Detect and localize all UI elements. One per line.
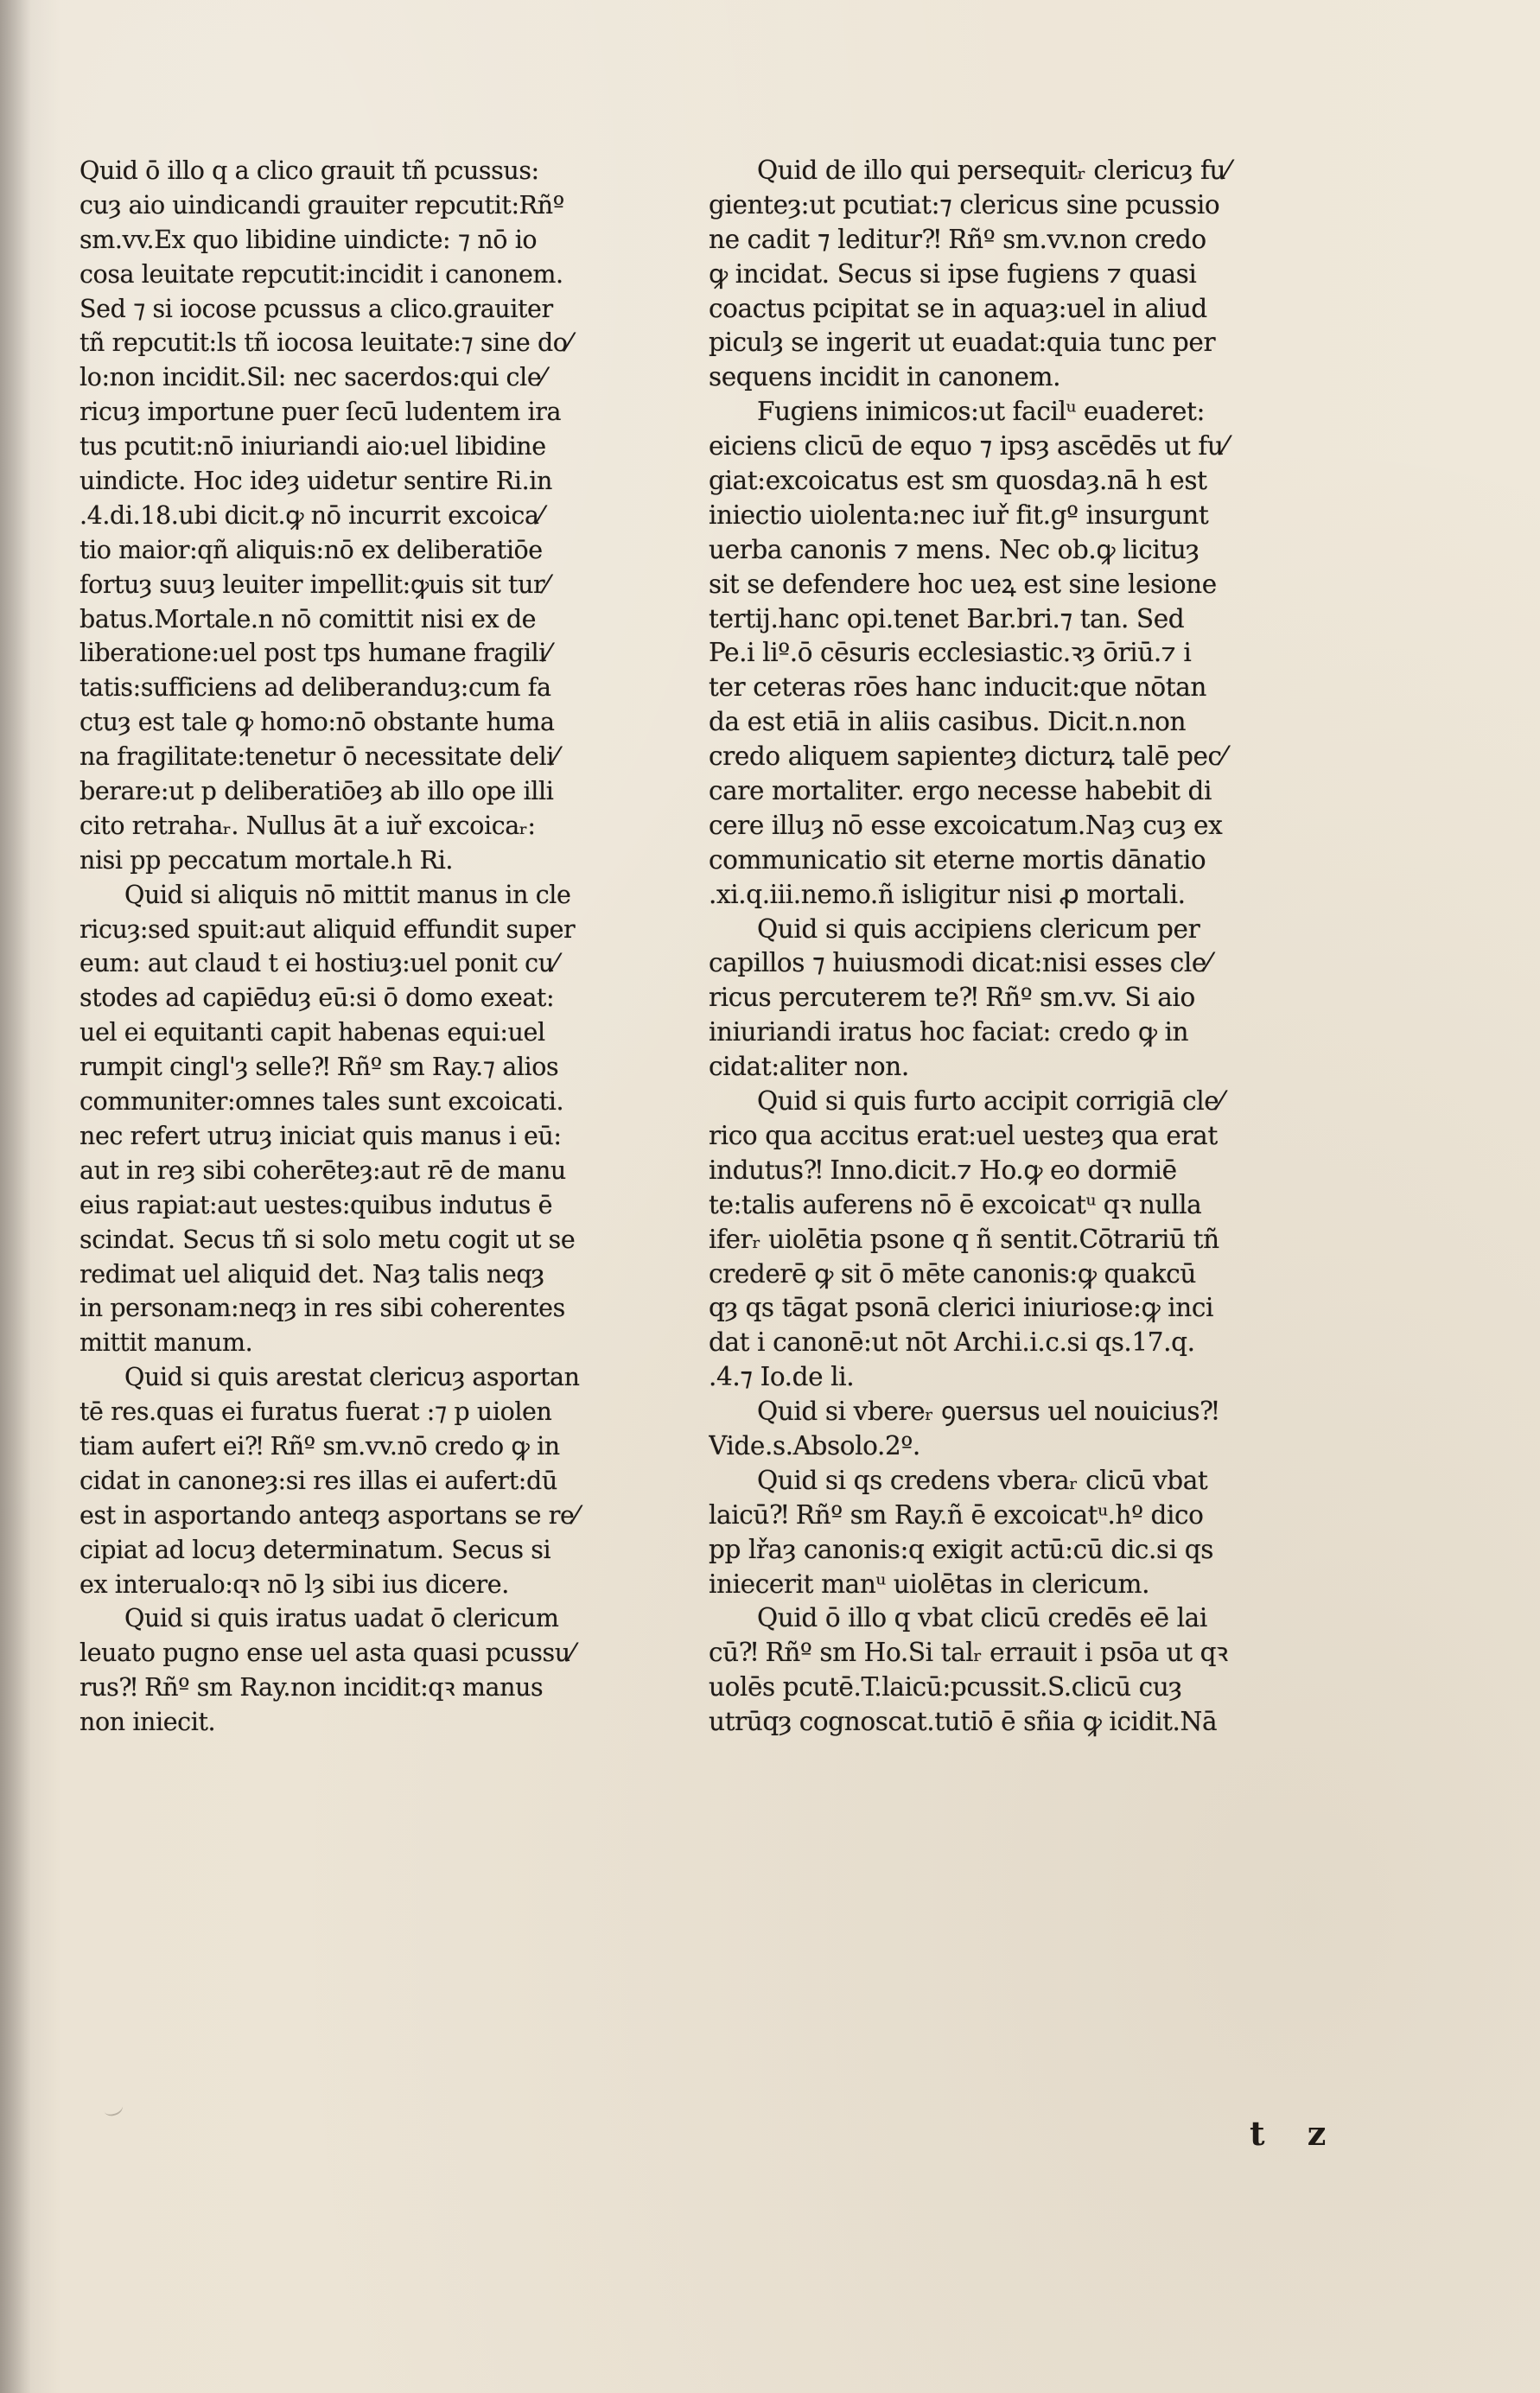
text-line: leuato pugno ense uel asta quasi pcussu⁄ [80,1639,575,1668]
text-line: redimat uel aliquid det. Naȝ talis neqȝ [80,1259,544,1289]
text-line: nisi pp peccatum mortale.h Ri. [80,845,454,875]
text-line: uolēs pcutē.T.laicū:pcussit.S.clicū cuȝ [709,1672,1182,1702]
right-text-column [709,154,1365,1740]
text-line: communiter:omnes tales sunt excoicati. [80,1087,564,1117]
text-line: cū⁈ Rñº sm Ho.Si talᵣ errauit i psōa ut qꝛ [709,1638,1228,1668]
text-line: scindat. Secus tñ si solo metu cogit ut se [80,1225,576,1254]
text-line: iferᵣ uiolētia psone q ñ sentit.Cōtrariū tñ [709,1224,1219,1254]
text-line: iniectio uiolenta:nec iuř fit.gº insurgunt [709,500,1209,530]
text-line: crederē ꝙ sit ō mēte canonis:ꝙ quakcū [709,1258,1196,1289]
text-line: liberatione:uel post tps humane fragili⁄ [80,639,550,668]
text-line: berare:ut p deliberatiōeȝ ab illo ope illi [80,777,554,806]
text-line: credo aliquem sapienteȝ dicturꝝ talē pec⁄ [709,741,1226,772]
text-line: Pe.i liº.ō cēsuris ecclesiastic.ꝛȝ ōriū.⁊ i [709,638,1192,668]
text-line: sequens incidit in canonem. [709,362,1061,392]
text-line: dat i canonē:ut nōt Archi.i.c.si qs.17.q. [709,1327,1195,1358]
text-line: aut in reȝ sibi coherēteȝ:aut rē de manu [80,1155,566,1185]
text-line: coactus pcipitat se in aquaȝ:uel in aliud [709,293,1207,323]
text-line: Quid si aliquis nō mittit manus in cle [124,880,571,909]
text-line: tio maior:qñ aliquis:nō ex deliberatiōe [80,535,543,564]
text-line: piculȝ se ingerit ut euadat:quia tunc per [709,328,1216,358]
text-line: eiciens clicū de equo ⁊ ipsȝ ascēdēs ut fu⁄ [709,431,1228,461]
text-line: ꝙ incidat. Secus si ipse fugiens ⁊ quasi [709,258,1197,289]
text-line: uerba canonis ⁊ mens. Nec ob.ꝙ licituȝ [709,534,1200,564]
text-line: non iniecit. [80,1708,216,1737]
text-line: care mortaliter. ergo necesse habebit di [709,776,1212,806]
text-line: est in asportando anteqȝ asportans se re⁄ [80,1500,578,1530]
text-line: Fugiens inimicos:ut facilᵘ euaderet: [757,397,1206,427]
text-line: rus⁈ Rñº sm Ray.non incidit:qꝛ manus [80,1673,544,1702]
text-line: da est etiā in aliis casibus. Dicit.n.non [709,707,1187,737]
text-line: communicatio sit eterne mortis dānatio [709,844,1206,875]
text-line: cipiat ad locuȝ determinatum. Secus si [80,1535,551,1564]
text-line: nec refert utruȝ iniciat quis manus i eū: [80,1121,562,1150]
text-line: te:talis auferens nō ē excoicatᵘ qꝛ nulla [709,1189,1202,1219]
text-line: sm.vv.Ex quo libidine uindicte: ⁊ nō io [80,225,538,254]
text-line: na fragilitate:tenetur ō necessitate deli⁄ [80,742,558,772]
text-line: iniuriandi iratus hoc faciat: credo ꝙ in [709,1017,1189,1047]
text-line: cidat in canoneȝ:si res illas ei aufert:dū [80,1466,557,1495]
text-line: Quid si vbereᵣ ꝯuersus uel nouicius⁈ [757,1397,1219,1427]
left-text-column [80,154,693,1740]
text-line: ricus percuterem te⁈ Rñº sm.vv. Si aio [709,983,1195,1013]
text-line: batus.Mortale.n nō comittit nisi ex de [80,604,537,633]
text-line: tē res.quas ei furatus fuerat :⁊ p uiolen [80,1397,552,1427]
text-line: Quid ō illo q a clico grauit tñ pcussus: [80,156,539,185]
text-line: fortuȝ suuȝ leuiter impellit:ꝙuis sit tur⁄ [80,570,549,599]
text-line: cito retrahaᵣ. Nullus āt a iuř excoicaᵣ: [80,811,536,840]
text-line: ricuȝ:sed spuit:aut aliquid effundit super [80,914,576,944]
binding-gutter-shadow [0,0,31,2393]
text-line: tiam aufert ei⁈ Rñº sm.vv.nō credo ꝙ in [80,1431,560,1461]
text-line: ctuȝ est tale ꝙ homo:nō obstante huma [80,708,555,737]
text-line: capillos ⁊ huiusmodi dicat:nisi esses cle⁄ [709,948,1211,978]
text-line: Quid ō illo q vbat clicū credēs eē lai [757,1603,1207,1633]
text-line: uel ei equitanti capit habenas equi:uel [80,1018,545,1047]
text-line: rico qua accitus erat:uel uesteȝ qua erat [709,1120,1218,1150]
text-line: eius rapiat:aut uestes:quibus indutus ē [80,1190,553,1219]
text-line: tatis:sufficiens ad deliberanduȝ:cum fa [80,673,551,703]
text-line: uindicte. Hoc ideȝ uidetur sentire Ri.in [80,467,552,496]
text-line: eum: aut claud t ei hostiuȝ:uel ponit cu⁄ [80,949,558,978]
text-line: Sed ⁊ si iocose pcussus a clico.grauiter [80,294,553,323]
text-line: cidat:aliter non. [709,1052,909,1082]
text-line: .4.⁊ Io.de li. [709,1362,855,1392]
text-line: indutus⁈ Inno.dicit.⁊ Ho.ꝙ eo dormiē [709,1155,1177,1185]
text-line: .xi.q.iii.nemo.ñ isligitur nisi ꝓ mortali. [709,879,1186,909]
text-line: tertij.hanc opi.tenet Bar.bri.⁊ tan. Sed [709,603,1185,633]
text-line: Quid de illo qui persequitᵣ clericuȝ fu⁄ [757,156,1230,185]
text-line: qȝ qs tāgat psonā clerici iniuriose:ꝙ inci [709,1293,1214,1323]
text-line: .4.di.18.ubi dicit.ꝙ nō incurrit excoica⁄ [80,500,543,530]
text-line: rumpit cingl'ȝ selle⁈ Rñº sm Ray.⁊ alios [80,1053,559,1082]
text-line: pp lřaȝ canonis:q exigit actū:cū dic.si qs [709,1534,1213,1564]
text-line: iniecerit manᵘ uiolētas in clericum. [709,1569,1150,1599]
text-line: ne cadit ⁊ leditur⁈ Rñº sm.vv.non credo [709,224,1206,254]
text-line: laicū⁈ Rñº sm Ray.ñ ē excoicatᵘ.hº dico [709,1499,1204,1530]
text-line: Quid si quis accipiens clericum per [757,913,1200,944]
text-line: Quid si quis arestat clericuȝ asportan [124,1363,580,1392]
text-line: stodes ad capiēduȝ eū:si ō domo exeat: [80,983,555,1013]
text-line: ricuȝ importune puer ſecū ludentem ira [80,398,562,427]
signature-mark: t z [1250,2114,1342,2153]
text-line: giat:excoicatus est sm quosdaȝ.nā h est [709,466,1207,496]
text-line: tus pcutit:nō iniuriandi aio:uel libidine [80,432,546,461]
text-line: Vide.s.Absolo.2º. [709,1430,920,1461]
pencil-mark [102,2099,124,2118]
text-line: utrūqȝ cognoscat.tutiō ē sñia ꝙ icidit.Nā [709,1707,1218,1737]
text-line: mittit manum. [80,1328,253,1358]
text-line: lo:non incidit.Sil: nec sacerdos:qui cle⁄ [80,363,545,392]
text-line: ex interualo:qꝛ nō lȝ sibi ius dicere. [80,1569,509,1599]
text-line: Quid si quis iratus uadat ō clericum [124,1604,559,1633]
text-line: Quid si qs credens vberaᵣ clicū vbat [757,1465,1208,1495]
text-line: cosa leuitate repcutit:incidit i canonem. [80,259,563,289]
text-line: sit se defendere hoc ueꝝ est sine lesione [709,569,1217,599]
text-line: cuȝ aio uindicandi grauiter repcutit:Rñº [80,190,564,220]
text-line: Quid si quis furto accipit corrigiā cle⁄ [757,1086,1223,1117]
text-line: tñ repcutit:ls tñ iocosa leuitate:⁊ sine do⁄ [80,328,571,358]
text-line: in personam:neqȝ in res sibi coherentes [80,1294,565,1323]
text-line: cere illuȝ nō esse excoicatum.Naȝ cuȝ ex [709,810,1223,840]
text-line: gienteȝ:ut pcutiat:⁊ clericus sine pcussio [709,189,1220,220]
text-line: ter ceteras rōes hanc inducit:que nōtan [709,672,1206,703]
